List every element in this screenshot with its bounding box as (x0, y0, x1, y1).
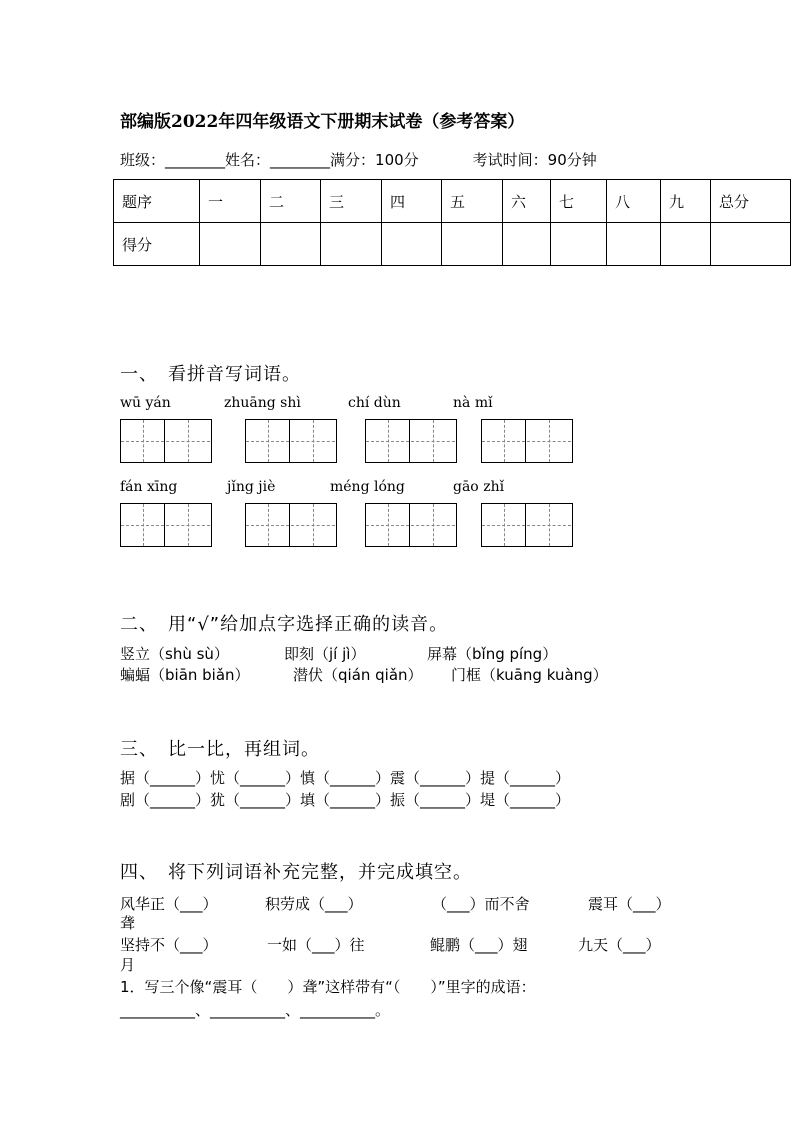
pinyin-label: jǐng jiè (227, 479, 276, 495)
pinyin-label: nà mǐ (453, 395, 493, 411)
reading-item: 门框（kuāng kuàng） (451, 666, 608, 684)
score-table-header-row (114, 180, 791, 223)
idiom-wrap: 月 (120, 956, 136, 974)
pinyin-label: chí dùn (348, 395, 401, 411)
writing-grid[interactable] (365, 419, 457, 463)
reading-item: 即刻（jí jì） (284, 645, 366, 663)
row-label: 得分 (114, 223, 200, 266)
score-cell[interactable] (711, 223, 791, 266)
idiom-item[interactable]: 震耳（___） (588, 895, 671, 913)
score-cell[interactable] (200, 223, 261, 266)
section2-heading: 二、 用“√”给加点字选择正确的读音。 (120, 614, 449, 635)
score-cell[interactable] (551, 223, 607, 266)
reading-item: 潜伏（qián qiǎn） (293, 666, 423, 684)
header-cell: 二 (261, 180, 321, 223)
idiom-item[interactable]: 鲲鹏（___）翅 (430, 936, 528, 954)
page-title: 部编版2022年四年级语文下册期末试卷（参考答案） (120, 112, 525, 132)
compare-line[interactable]: 剧（______）犹（______）填（______）振（______）堤（______） (120, 791, 571, 809)
header-cell: 一 (200, 180, 261, 223)
pinyin-label: wū yán (120, 395, 171, 411)
writing-grid[interactable] (120, 419, 212, 463)
score-cell[interactable] (607, 223, 661, 266)
writing-grid[interactable] (245, 419, 337, 463)
header-cell: 七 (551, 180, 607, 223)
header-cell: 四 (382, 180, 442, 223)
idiom-item[interactable]: 坚持不（___） (120, 936, 218, 954)
class-field[interactable]: 班级：________ (120, 151, 226, 169)
section1-heading: 一、 看拼音写词语。 (120, 364, 301, 385)
idiom-item[interactable]: 风华正（___） (120, 895, 218, 913)
idiom-item[interactable]: 一如（___）往 (267, 936, 365, 954)
question-text: 1．写三个像“震耳（ ）聋”这样带有“（ ）”里字的成语： (120, 978, 536, 996)
writing-grid[interactable] (481, 503, 573, 547)
writing-grid[interactable] (245, 503, 337, 547)
compare-line[interactable]: 据（______）忧（______）慎（______）震（______）提（______） (120, 769, 571, 787)
idiom-item[interactable]: 积劳成（___） (265, 895, 363, 913)
idiom-item[interactable]: （___）而不舍 (432, 895, 530, 913)
score-cell[interactable] (661, 223, 711, 266)
pinyin-label: méng lóng (330, 479, 405, 495)
header-cell: 总分 (711, 180, 791, 223)
score-table (113, 179, 791, 266)
answer-blanks[interactable]: __________、__________、__________。 (120, 1001, 391, 1019)
name-field[interactable]: 姓名：________ (225, 151, 331, 169)
section3-heading: 三、 比一比，再组词。 (120, 739, 320, 760)
section4-heading: 四、 将下列词语补充完整，并完成填空。 (120, 862, 472, 883)
pinyin-label: zhuāng shì (224, 395, 301, 411)
writing-grid[interactable] (365, 503, 457, 547)
exam-time-label: 考试时间：90分钟 (472, 151, 597, 169)
header-cell: 九 (661, 180, 711, 223)
score-cell[interactable] (321, 223, 382, 266)
reading-item: 竖立（shù sù） (120, 645, 229, 663)
exam-info (120, 149, 597, 170)
header-cell: 三 (321, 180, 382, 223)
score-cell[interactable] (382, 223, 442, 266)
header-cell: 五 (442, 180, 503, 223)
reading-item: 屏幕（bǐng píng） (427, 645, 558, 663)
full-score-label: 满分：100分 (330, 151, 419, 169)
header-cell: 六 (503, 180, 551, 223)
idiom-wrap: 聋 (120, 914, 136, 932)
score-cell[interactable] (503, 223, 551, 266)
header-cell: 八 (607, 180, 661, 223)
idiom-item[interactable]: 九天（___） (578, 936, 661, 954)
writing-grid[interactable] (481, 419, 573, 463)
score-table-score-row (114, 223, 791, 266)
reading-item: 蝙蝠（biān biǎn） (120, 666, 250, 684)
pinyin-label: fán xīng (120, 479, 178, 495)
pinyin-label: gāo zhǐ (453, 479, 505, 495)
score-cell[interactable] (261, 223, 321, 266)
writing-grid[interactable] (120, 503, 212, 547)
header-cell: 题序 (114, 180, 200, 223)
score-cell[interactable] (442, 223, 503, 266)
